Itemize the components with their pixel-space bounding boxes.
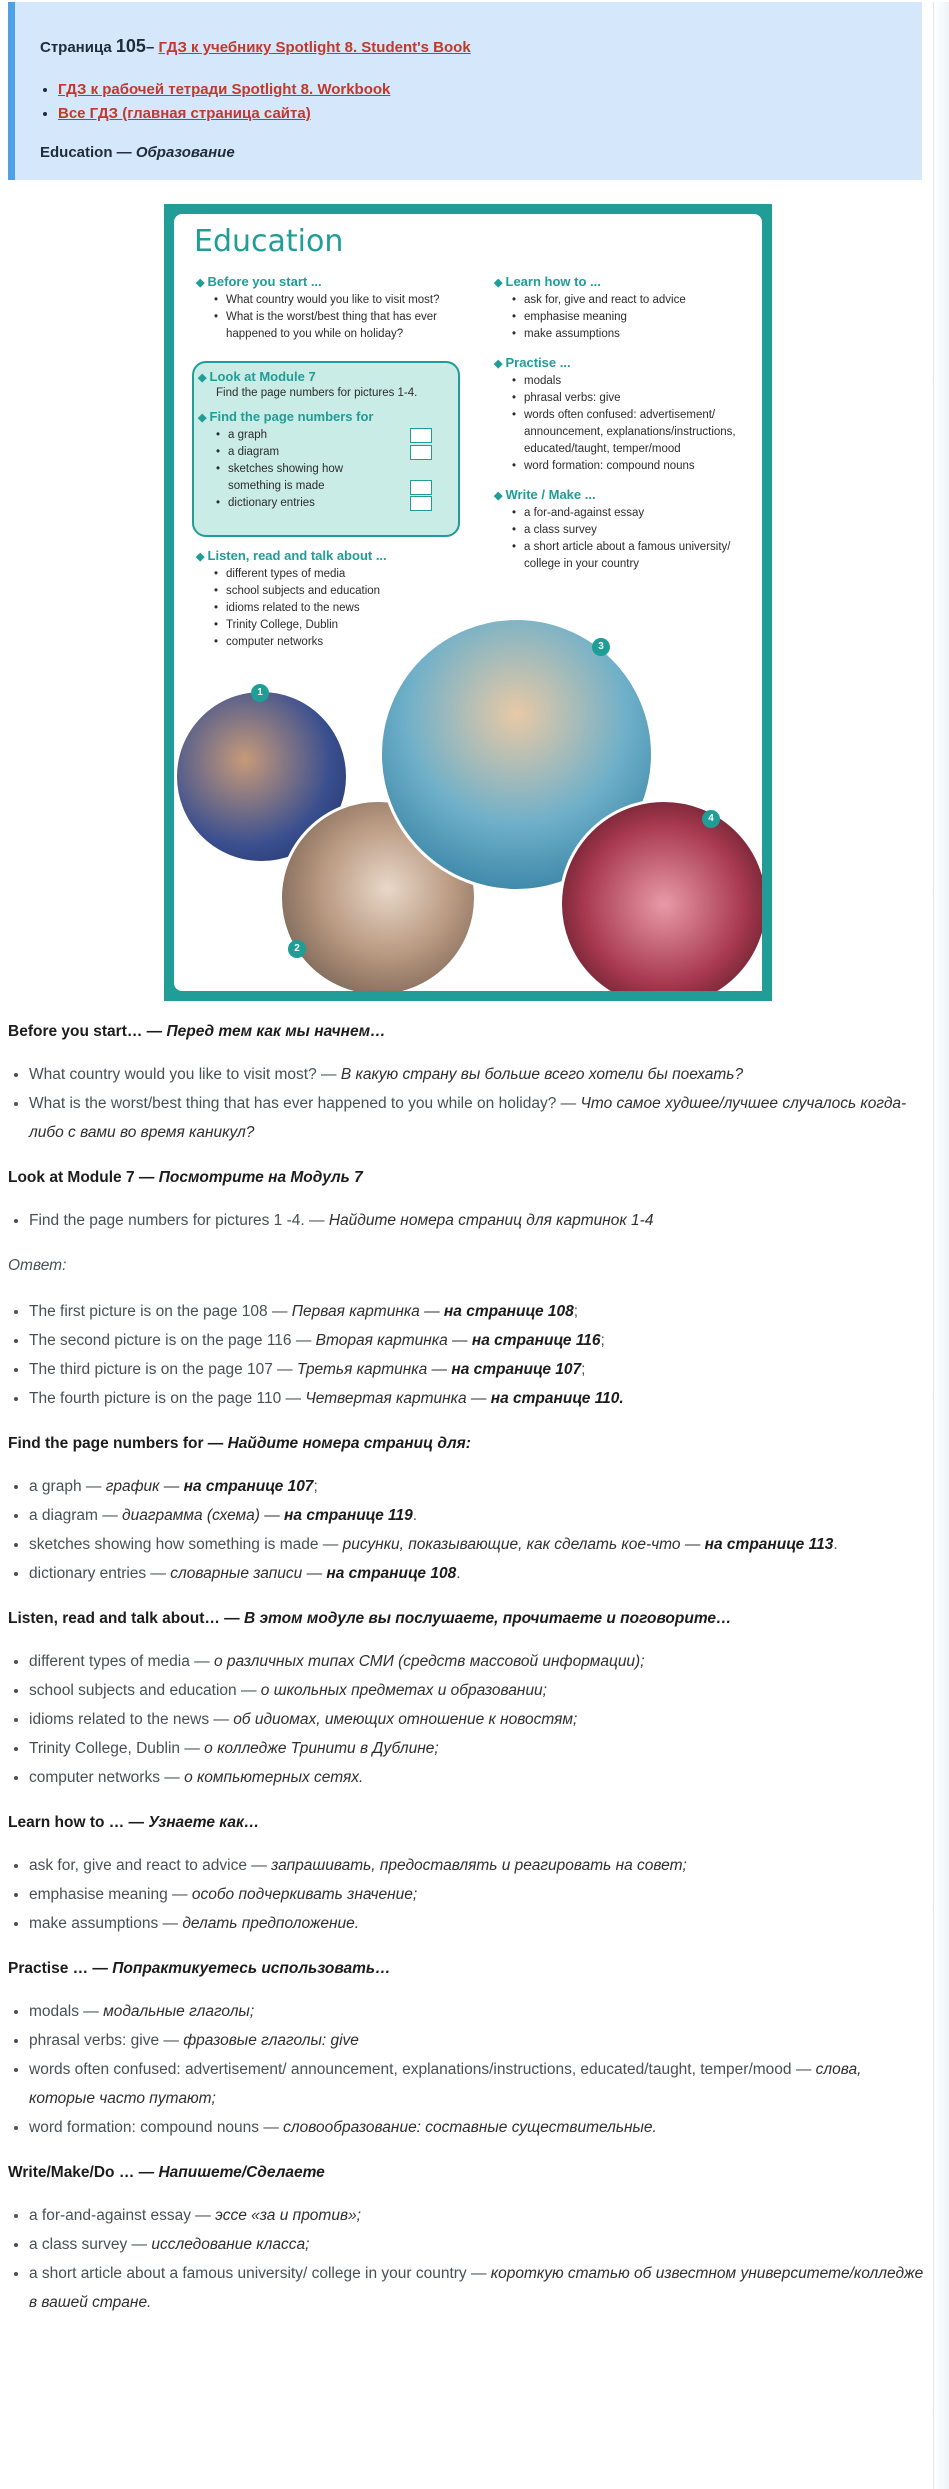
header-link-item [58, 81, 922, 98]
list-item [29, 2113, 930, 2142]
list-item [29, 1355, 930, 1384]
item-en: modals — [29, 2003, 99, 2020]
book-find-title: ◆ Find the page numbers for [198, 409, 458, 424]
list-item [29, 1530, 930, 1559]
item-bold: на странице 119 [284, 1507, 413, 1524]
item-en: dictionary entries — [29, 1565, 166, 1582]
title-en: Find the page numbers for — [8, 1435, 224, 1452]
list-item [29, 1997, 930, 2026]
item-en: idioms related to the news — [29, 1711, 229, 1728]
list-item [29, 1676, 930, 1705]
title-ru: Найдите номера страниц для: [227, 1435, 471, 1452]
item-en: a for-and-against essay — [29, 2207, 211, 2224]
list-item: • different types of media [214, 566, 466, 583]
list-item [29, 2055, 930, 2113]
item-end: . [412, 1507, 418, 1524]
list-item [29, 2201, 930, 2230]
textbook-page-image [164, 204, 772, 1001]
title-ru: Перед тем как мы начнем… [166, 1023, 386, 1040]
list-item [216, 495, 386, 512]
title-ru: В этом модуле вы послушаете, прочитаете и поговорите… [244, 1610, 732, 1627]
item-en: The third picture is on the page 107 — [29, 1361, 293, 1378]
item-ru: Четвертая картинка — [305, 1390, 487, 1407]
book-practise-title: ◆ Practise ... [494, 355, 762, 370]
item-ru: слова, которые часто путают; [29, 2061, 862, 2107]
page-prefix: Страница [40, 39, 112, 56]
item-en: a diagram — [29, 1507, 118, 1524]
title-ru: Посмотрите на Модуль 7 [158, 1169, 363, 1186]
book-before-title: ◆ Before you start ... [196, 274, 466, 289]
textbook-page-inner [174, 214, 762, 991]
list-item [29, 1647, 930, 1676]
list-item [29, 1763, 930, 1792]
listen-list [29, 1647, 930, 1792]
book-look-box [192, 361, 460, 537]
book-write-title: ◆ Write / Make ... [494, 487, 762, 502]
item-ru: исследование класса; [151, 2236, 310, 2253]
item-ru: эссе «за и против»; [215, 2207, 361, 2224]
list-item: • phrasal verbs: give [512, 390, 762, 407]
item-ru: модальные глаголы; [103, 2003, 255, 2020]
title-en: Practise … — [8, 1960, 108, 1977]
list-item: • words often confused: advertisement/ announcement, explanations/instructions, educated/taught, temper/mood [512, 407, 762, 458]
title-en: Look at Module 7 — [8, 1169, 155, 1186]
topic-heading [40, 144, 922, 161]
list-item [216, 444, 386, 461]
item-ru: словообразование: составные существительные. [283, 2119, 657, 2136]
item-bold: на странице 116 [471, 1332, 601, 1349]
all-gdz-link[interactable]: Все ГДЗ (главная страница сайта) [58, 105, 311, 122]
item-bold: на странице 108 [443, 1303, 574, 1320]
item-ru: Найдите номера страниц для картинок 1-4 [328, 1212, 654, 1229]
book-find-list [216, 427, 386, 512]
book-learn-list [512, 292, 762, 343]
list-item: • What is the worst/best thing that has ever happened to you while on holiday? [214, 309, 466, 343]
item-ru: Третья картинка — [296, 1361, 448, 1378]
item-ru: особо подчеркивать значение; [191, 1886, 418, 1903]
list-item [29, 1851, 930, 1880]
photo-number-badge: 4 [702, 810, 720, 828]
item-en: a class survey — [29, 2236, 148, 2253]
list-item: • a class survey [512, 522, 762, 539]
item-en: The fourth picture is on the page 110 — [29, 1390, 301, 1407]
item-en: sketches showing how something is made — [29, 1536, 339, 1553]
item-en: different types of media — [29, 1653, 210, 1670]
book-look-col [198, 369, 458, 512]
section-title-practise [8, 1960, 930, 1978]
list-item [29, 1089, 930, 1147]
list-item: • word formation: compound nouns [512, 458, 762, 475]
item-end: ; [600, 1332, 605, 1349]
answer-label: Ответ: [8, 1257, 67, 1274]
list-item: • computer networks [214, 634, 466, 651]
page-number: 105 [115, 36, 146, 56]
title-en: Before you start… — [8, 1023, 163, 1040]
list-item [29, 1060, 930, 1089]
photo-number-badge: 2 [288, 940, 306, 958]
list-item [29, 1472, 930, 1501]
list-item [29, 1880, 930, 1909]
list-item: • Trinity College, Dublin [214, 617, 466, 634]
book-title: Education [194, 224, 344, 259]
item-ru: В какую страну вы больше всего хотели бы поехать? [340, 1066, 744, 1083]
item-end: . [833, 1536, 838, 1553]
item-ru: Что самое худшее/лучшее случалось когда-либо с вами во время каникул? [29, 1095, 907, 1141]
item-bold: на странице 113 [704, 1536, 834, 1553]
before-list [29, 1060, 930, 1147]
header-dash: – [145, 39, 155, 56]
checkbox-sketches [410, 480, 432, 495]
item-end: ; [573, 1303, 579, 1320]
content [8, 1023, 930, 2317]
header-links [58, 81, 922, 122]
item-end: ; [313, 1478, 318, 1495]
answer-list [29, 1297, 930, 1413]
title-en: Learn how to … — [8, 1814, 145, 1831]
title-ru: Попрактикуетесь использовать… [112, 1960, 391, 1977]
item-end: . [456, 1565, 461, 1582]
list-item [29, 1501, 930, 1530]
section-title-learn [8, 1814, 930, 1832]
item-bold: на странице 108 [326, 1565, 457, 1582]
title-ru: Напишете/Сделаете [158, 2164, 325, 2181]
item-ru: о школьных предметах и образовании; [260, 1682, 547, 1699]
list-item [29, 1206, 930, 1235]
item-bold: на странице 107 [183, 1478, 314, 1495]
section-title-listen [8, 1610, 930, 1628]
item-ru: Первая картинка — [291, 1303, 440, 1320]
checkbox-diagram [410, 445, 432, 460]
list-item [29, 1559, 930, 1588]
book-listen-col [196, 548, 466, 663]
book-learn-title: ◆ Learn how to ... [494, 274, 762, 289]
topic-ru: Образование [135, 144, 235, 161]
list-item [29, 1909, 930, 1938]
item-en: What is the worst/best thing that has ever happened to you while on holiday? — [29, 1095, 577, 1112]
item-en: Trinity College, Dublin — [29, 1740, 200, 1757]
topic-en: Education — [40, 144, 132, 161]
item-ru: о колледже Тринити в Дублине; [204, 1740, 439, 1757]
list-item [29, 1297, 930, 1326]
section-title-look [8, 1169, 930, 1187]
photo-number-badge: 1 [251, 684, 269, 702]
list-item: • idioms related to the news [214, 600, 466, 617]
book-col-left [196, 274, 466, 355]
list-item: • make assumptions [512, 326, 762, 343]
book-practise-list [512, 373, 762, 475]
write-list [29, 2201, 930, 2317]
item-ru: диаграмма (схема) — [122, 1507, 280, 1524]
item-ru: о различных типах СМИ (средств массовой информации); [213, 1653, 645, 1670]
item-en: emphasise meaning — [29, 1886, 188, 1903]
list-item [29, 2026, 930, 2055]
item-bold: на странице 107 [451, 1361, 582, 1378]
section-title-write [8, 2164, 930, 2182]
list-item: • What country would you like to visit most? [214, 292, 466, 309]
item-en: a graph — [29, 1478, 102, 1495]
list-item [29, 2259, 930, 2317]
list-item [29, 1705, 930, 1734]
item-ru: Вторая картинка — [315, 1332, 468, 1349]
book-look-text: Find the page numbers for pictures 1-4. [216, 387, 418, 399]
section-title-find [8, 1435, 930, 1453]
item-ru: делать предположение. [182, 1915, 360, 1932]
item-en: Find the page numbers for pictures 1 -4. — [29, 1212, 325, 1229]
item-en: words often confused: advertisement/ announcement, explanations/instructions, educated/taught, temper/mood — [29, 2061, 812, 2078]
item-ru: рисунки, показывающие, как сделать кое-что — [342, 1536, 701, 1553]
book-write-list [512, 505, 762, 573]
item-end: ; [581, 1361, 586, 1378]
item-ru: словарные записи — [170, 1565, 323, 1582]
list-item: • ask for, give and react to advice [512, 292, 762, 309]
checkbox-dictionary [410, 496, 432, 511]
look-list [29, 1206, 930, 1235]
find-item-text: a graph [228, 429, 268, 441]
students-book-link[interactable]: ГДЗ к учебнику Spotlight 8. Student's Book [158, 39, 471, 56]
list-item: • modals [512, 373, 762, 390]
item-ru: фразовые глаголы: give [183, 2032, 359, 2049]
list-item [29, 2230, 930, 2259]
item-ru: короткую статью об известном университете/колледже в вашей стране. [29, 2265, 924, 2311]
item-en: computer networks — [29, 1769, 180, 1786]
book-look-title: ◆ Look at Module 7 [198, 369, 458, 384]
section-title-before [8, 1023, 930, 1041]
book-listen-list [214, 566, 466, 651]
item-en: phrasal verbs: give — [29, 2032, 179, 2049]
list-item [29, 1384, 930, 1413]
checkbox-graph [410, 428, 432, 443]
find-list [29, 1472, 930, 1588]
book-listen-title: ◆ Listen, read and talk about ... [196, 548, 466, 563]
item-ru: о компьютерных сетях. [184, 1769, 364, 1786]
item-ru: запрашивать, предоставлять и реагировать на совет; [271, 1857, 687, 1874]
item-ru: об идиомах, имеющих отношение к новостям; [233, 1711, 578, 1728]
book-before-list [214, 292, 466, 343]
list-item [216, 427, 386, 444]
header-box [8, 2, 922, 180]
list-item: • emphasise meaning [512, 309, 762, 326]
list-item: • a short article about a famous university/ college in your country [512, 539, 762, 573]
photo-number-badge: 3 [592, 638, 610, 656]
find-item-text: a diagram [228, 446, 280, 458]
item-en: word formation: compound nouns — [29, 2119, 279, 2136]
page [0, 2, 930, 2317]
list-item: • a for-and-against essay [512, 505, 762, 522]
title-ru: Узнаете как… [148, 1814, 260, 1831]
practise-list [29, 1997, 930, 2142]
find-item-text: dictionary entries [228, 497, 315, 509]
item-en: What country would you like to visit most? — [29, 1066, 337, 1083]
header-link-item [58, 105, 922, 122]
workbook-link[interactable]: ГДЗ к рабочей тетради Spotlight 8. Workbook [58, 81, 391, 98]
page-scrollbar[interactable] [933, 2, 949, 2489]
title-en: Write/Make/Do … — [8, 2164, 155, 2181]
list-item [29, 1734, 930, 1763]
title-en: Listen, read and talk about… — [8, 1610, 240, 1627]
item-en: The second picture is on the page 116 — [29, 1332, 312, 1349]
item-ru: график — [105, 1478, 180, 1495]
item-en: ask for, give and react to advice — [29, 1857, 267, 1874]
page-header-line [40, 36, 922, 57]
book-col-right [494, 274, 762, 585]
item-en: make assumptions — [29, 1915, 179, 1932]
item-bold: на странице 110. [490, 1390, 624, 1407]
item-en: a short article about a famous university/ college in your country — [29, 2265, 487, 2282]
find-item-text: sketches showing how something is made [228, 463, 344, 492]
list-item [216, 461, 386, 495]
learn-list [29, 1851, 930, 1938]
list-item: • school subjects and education [214, 583, 466, 600]
item-en: school subjects and education — [29, 1682, 257, 1699]
item-en: The first picture is on the page 108 — [29, 1303, 288, 1320]
list-item [29, 1326, 930, 1355]
